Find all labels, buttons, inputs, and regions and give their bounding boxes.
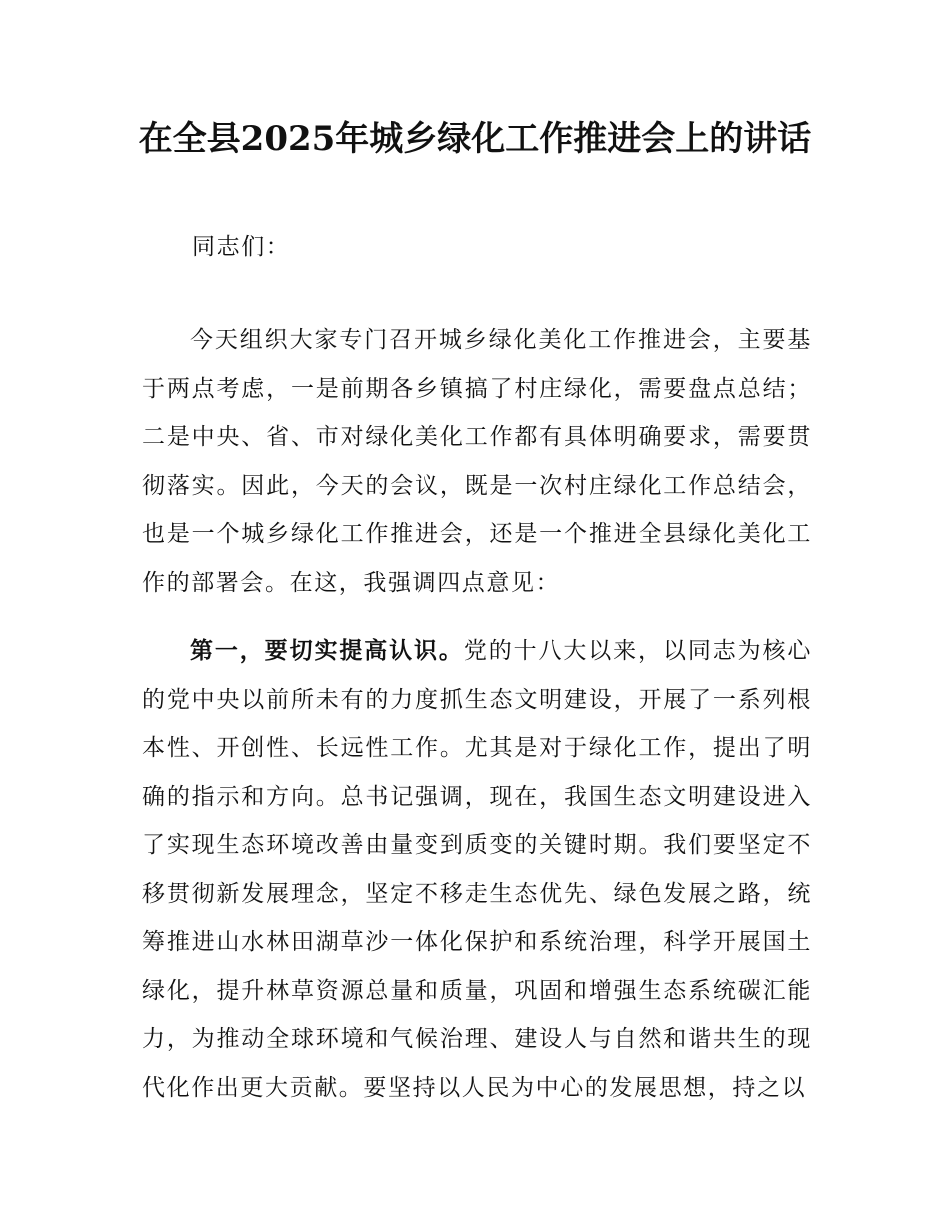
document-title: 在全县2025年城乡绿化工作推进会上的讲话 — [138, 119, 812, 159]
paragraph-intro: 今天组织大家专门召开城乡绿化美化工作推进会，主要基于两点考虑，一是前期各乡镇搞了村庄绿化，需要盘点总结；二是中央、省、市对绿化美化工作都有具体明确要求，需要贯彻落实。因此，今天的会议，既是一次村庄绿化工作总结会，也是一个城乡绿化工作推进会，还是一个推进全县绿化美化工作的部署会。在这，我强调四点意见： — [142, 327, 812, 596]
paragraph-body: 党的十八大以来，以同志为核心的党中央以前所未有的力度抓生态文明建设，开展了一系列根本性、开创性、长远性工作。尤其是对于绿化工作，提出了明确的指示和方向。总书记强调，现在，我国生态文明建设进入了实现生态环境改善由量变到质变的关键时期。我们要坚定不移贯彻新发展理念，坚定不移走生态优先、绿色发展之路，统筹推进山水林田湖草沙一体化保护和系统治理，科学开展国土绿化，提升林草资源总量和质量，巩固和增强生态系统碳汇能力，为推动全球环境和气候治理、建设人与自然和谐共生的现代化作出更大贡献。要坚持以人民为中心的发展思想，持之以 — [142, 638, 812, 1101]
paragraph-lead-heading: 第一，要切实提高认识。 — [190, 637, 464, 664]
salutation: 同志们： — [192, 234, 291, 260]
paragraph-first-point — [142, 627, 812, 1112]
